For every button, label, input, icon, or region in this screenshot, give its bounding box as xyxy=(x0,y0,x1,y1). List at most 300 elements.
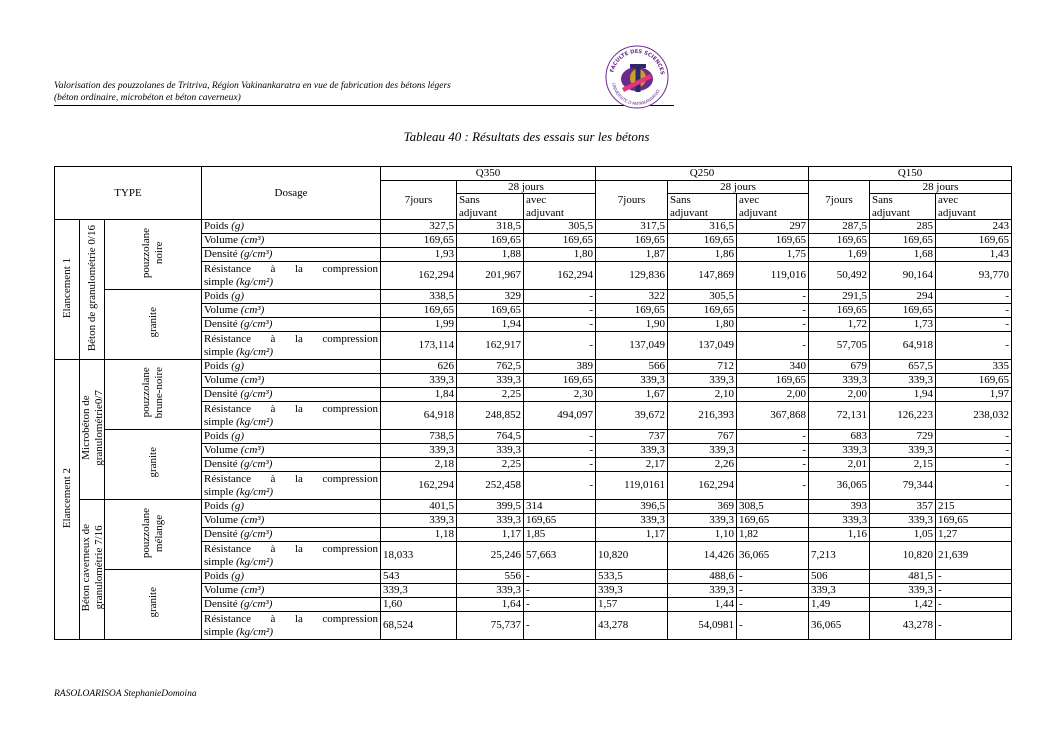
value-cell: 335 xyxy=(936,360,1012,374)
value-cell: 169,65 xyxy=(596,304,668,318)
value-cell: 2,15 xyxy=(870,458,936,472)
header-subtitle: (béton ordinaire, microbéton et béton caverneux) xyxy=(54,93,241,103)
value-cell: 305,5 xyxy=(524,220,596,234)
row-label-densite xyxy=(202,598,381,612)
value-cell: - xyxy=(737,472,809,500)
row-label-resistance xyxy=(202,262,381,290)
aggregate-label xyxy=(105,570,202,640)
value-cell: 169,65 xyxy=(737,514,809,528)
value-cell: 1,99 xyxy=(381,318,457,332)
avec-adjuvant-header: avec adjuvant xyxy=(524,194,596,220)
aggregate-label-text: pouzzolane xyxy=(140,507,152,558)
row-label-densite xyxy=(202,388,381,402)
value-cell: 2,00 xyxy=(809,388,870,402)
row-label-text: Poids xyxy=(204,570,229,583)
sans-adjuvant-header: Sans adjuvant xyxy=(668,194,737,220)
value-cell: 339,3 xyxy=(809,444,870,458)
value-cell: 339,3 xyxy=(596,444,668,458)
row-label-poids xyxy=(202,220,381,234)
row-label-text: simple xyxy=(204,625,234,638)
row-label-unit: (kg/cm²) xyxy=(236,555,273,568)
value-cell: 169,65 xyxy=(381,234,457,248)
value-cell: 2,30 xyxy=(524,388,596,402)
value-cell: 79,344 xyxy=(870,472,936,500)
value-cell: 1,60 xyxy=(381,598,457,612)
value-cell: 1,68 xyxy=(870,248,936,262)
value-cell: 1,80 xyxy=(668,318,737,332)
value-cell: 2,25 xyxy=(457,458,524,472)
value-cell: 1,94 xyxy=(457,318,524,332)
age-28-header: 28 jours xyxy=(870,180,1012,194)
row-label-unit: (cm³) xyxy=(240,304,265,317)
value-cell: 169,65 xyxy=(936,234,1012,248)
row-label-unit: (cm³) xyxy=(240,444,265,457)
value-cell: 169,65 xyxy=(524,234,596,248)
value-cell: 339,3 xyxy=(596,374,668,388)
value-cell: 327,5 xyxy=(381,220,457,234)
value-cell: 1,69 xyxy=(809,248,870,262)
value-cell: 738,5 xyxy=(381,430,457,444)
concrete-type-label xyxy=(80,360,105,500)
value-cell: 162,917 xyxy=(457,332,524,360)
value-cell: 339,3 xyxy=(809,514,870,528)
row-label-volume xyxy=(202,514,381,528)
results-table xyxy=(54,166,1012,640)
value-cell: 1,67 xyxy=(596,388,668,402)
row-label-resistance-line1: Résistance à la compression xyxy=(204,543,378,555)
dosage-header: Dosage xyxy=(202,167,381,220)
value-cell: 162,294 xyxy=(668,472,737,500)
value-cell: 556 xyxy=(457,570,524,584)
aggregate-label xyxy=(105,360,202,430)
value-cell: 339,3 xyxy=(381,584,457,598)
concrete-type-label-text: granulométrie0/7 xyxy=(93,389,105,466)
value-cell: 1,80 xyxy=(524,248,596,262)
row-label-text: simple xyxy=(204,415,234,428)
row-label-text: Poids xyxy=(204,360,229,373)
value-cell: 339,3 xyxy=(457,584,524,598)
value-cell: 338,5 xyxy=(381,290,457,304)
row-label-unit: (g/cm³) xyxy=(240,458,273,471)
results-body xyxy=(55,220,1012,640)
aggregate-label-text: granite xyxy=(146,587,159,619)
value-cell: - xyxy=(936,472,1012,500)
row-label-unit: (cm³) xyxy=(240,584,265,597)
age-7-header: 7jours xyxy=(596,180,668,220)
table-caption: Tableau 40 : Résultats des essais sur les bétons xyxy=(403,129,650,144)
value-cell: 169,65 xyxy=(870,304,936,318)
table-row xyxy=(55,500,1012,514)
value-cell: 1,57 xyxy=(596,598,668,612)
value-cell: 357 xyxy=(870,500,936,514)
value-cell: 57,663 xyxy=(524,542,596,570)
value-cell: 481,5 xyxy=(870,570,936,584)
value-cell: 291,5 xyxy=(809,290,870,304)
value-cell: 339,3 xyxy=(870,584,936,598)
value-cell: - xyxy=(524,472,596,500)
value-cell: 2,18 xyxy=(381,458,457,472)
value-cell: 1,17 xyxy=(457,528,524,542)
value-cell: 43,278 xyxy=(870,612,936,640)
row-label-unit: (g/cm³) xyxy=(240,598,273,611)
value-cell: 339,3 xyxy=(870,444,936,458)
value-cell: - xyxy=(936,444,1012,458)
value-cell: 54,0981 xyxy=(668,612,737,640)
value-cell: 169,65 xyxy=(457,304,524,318)
value-cell: - xyxy=(737,430,809,444)
value-cell: 339,3 xyxy=(381,444,457,458)
row-label-text: Volume xyxy=(204,374,239,387)
value-cell: - xyxy=(524,598,596,612)
value-cell: 339,3 xyxy=(596,514,668,528)
value-cell: 129,836 xyxy=(596,262,668,290)
row-label-resistance-line1: Résistance à la compression xyxy=(204,263,378,275)
value-cell: 147,869 xyxy=(668,262,737,290)
age-7-header: 7jours xyxy=(809,180,870,220)
value-cell: 329 xyxy=(457,290,524,304)
value-cell: 238,032 xyxy=(936,402,1012,430)
value-cell: - xyxy=(936,332,1012,360)
value-cell: 287,5 xyxy=(809,220,870,234)
group-header-q250: Q250 xyxy=(596,167,809,181)
row-label-text: Poids xyxy=(204,220,229,233)
row-label-resistance xyxy=(202,402,381,430)
row-label-text: simple xyxy=(204,485,234,498)
row-label-text: Poids xyxy=(204,290,229,303)
value-cell: 1,49 xyxy=(809,598,870,612)
value-cell: 1,43 xyxy=(936,248,1012,262)
value-cell: 1,72 xyxy=(809,318,870,332)
logo-text-top: FACULTE DES SCIENCES xyxy=(609,48,665,76)
value-cell: 494,097 xyxy=(524,402,596,430)
table-row xyxy=(55,290,1012,304)
age-28-header: 28 jours xyxy=(457,180,596,194)
value-cell: 340 xyxy=(737,360,809,374)
row-label-densite xyxy=(202,318,381,332)
elancement-label-text: Elancement 2 xyxy=(60,467,73,528)
value-cell: 294 xyxy=(870,290,936,304)
value-cell: 401,5 xyxy=(381,500,457,514)
row-label-unit: (kg/cm²) xyxy=(236,345,273,358)
row-label-volume xyxy=(202,234,381,248)
value-cell: - xyxy=(936,290,1012,304)
value-cell: 339,3 xyxy=(668,374,737,388)
value-cell: 308,5 xyxy=(737,500,809,514)
value-cell: 1,94 xyxy=(870,388,936,402)
value-cell: 339,3 xyxy=(870,514,936,528)
value-cell: 2,25 xyxy=(457,388,524,402)
value-cell: 169,65 xyxy=(936,514,1012,528)
value-cell: 2,10 xyxy=(668,388,737,402)
value-cell: 1,44 xyxy=(668,598,737,612)
value-cell: - xyxy=(737,458,809,472)
footer-author: RASOLOARISOA StephanieDomoina xyxy=(54,689,197,699)
value-cell: 712 xyxy=(668,360,737,374)
value-cell: - xyxy=(936,430,1012,444)
value-cell: 14,426 xyxy=(668,542,737,570)
value-cell: 1,97 xyxy=(936,388,1012,402)
value-cell: 626 xyxy=(381,360,457,374)
row-label-volume xyxy=(202,304,381,318)
group-header-q350: Q350 xyxy=(381,167,596,181)
value-cell: 543 xyxy=(381,570,457,584)
value-cell: 93,770 xyxy=(936,262,1012,290)
value-cell: 137,049 xyxy=(596,332,668,360)
value-cell: 1,73 xyxy=(870,318,936,332)
value-cell: 764,5 xyxy=(457,430,524,444)
value-cell: - xyxy=(524,584,596,598)
row-label-text: Densité xyxy=(204,598,238,611)
row-label-resistance-line2 xyxy=(204,416,378,429)
value-cell: 169,65 xyxy=(524,514,596,528)
value-cell: 1,87 xyxy=(596,248,668,262)
value-cell: 305,5 xyxy=(668,290,737,304)
aggregate-label xyxy=(105,220,202,290)
value-cell: 243 xyxy=(936,220,1012,234)
value-cell: - xyxy=(737,612,809,640)
row-label-text: Densité xyxy=(204,458,238,471)
value-cell: 339,3 xyxy=(457,374,524,388)
row-label-volume xyxy=(202,374,381,388)
value-cell: - xyxy=(524,332,596,360)
value-cell: 173,114 xyxy=(381,332,457,360)
value-cell: 72,131 xyxy=(809,402,870,430)
concrete-type-label-text: granulométrie 7/16 xyxy=(93,525,105,610)
row-label-text: Densité xyxy=(204,318,238,331)
aggregate-label xyxy=(105,430,202,500)
faculty-logo xyxy=(604,44,670,110)
row-label-text: Poids xyxy=(204,430,229,443)
value-cell: - xyxy=(524,570,596,584)
value-cell: - xyxy=(524,444,596,458)
value-cell: 162,294 xyxy=(524,262,596,290)
value-cell: 10,820 xyxy=(596,542,668,570)
value-cell: 339,3 xyxy=(457,514,524,528)
row-label-unit: (g) xyxy=(231,290,245,303)
row-label-resistance-line1: Résistance à la compression xyxy=(204,473,378,485)
value-cell: - xyxy=(936,598,1012,612)
row-label-resistance-line2 xyxy=(204,276,378,289)
document-header xyxy=(54,80,451,104)
value-cell: 1,10 xyxy=(668,528,737,542)
elancement-label-text: Elancement 1 xyxy=(60,257,73,318)
elancement-label xyxy=(55,220,80,360)
value-cell: 322 xyxy=(596,290,668,304)
row-label-resistance-line1: Résistance à la compression xyxy=(204,333,378,345)
value-cell: - xyxy=(737,598,809,612)
value-cell: 1,86 xyxy=(668,248,737,262)
value-cell: 1,75 xyxy=(737,248,809,262)
row-label-resistance-line2 xyxy=(204,556,378,569)
value-cell: 314 xyxy=(524,500,596,514)
value-cell: 1,64 xyxy=(457,598,524,612)
value-cell: 729 xyxy=(870,430,936,444)
age-7-header: 7jours xyxy=(381,180,457,220)
aggregate-label-text: granite xyxy=(146,307,159,339)
aggregate-label-text: noire xyxy=(153,241,165,265)
concrete-type-label xyxy=(80,500,105,640)
value-cell: 43,278 xyxy=(596,612,668,640)
value-cell: 533,5 xyxy=(596,570,668,584)
aggregate-label-text: brune-noire xyxy=(153,367,165,419)
value-cell: 50,492 xyxy=(809,262,870,290)
row-label-unit: (g/cm³) xyxy=(240,388,273,401)
row-label-unit: (kg/cm²) xyxy=(236,275,273,288)
value-cell: 339,3 xyxy=(457,444,524,458)
header-title: Valorisation des pouzzolanes de Tritriva, Région Vakinankaratra en vue de fabrication des bétons légers xyxy=(54,81,451,91)
value-cell: 126,223 xyxy=(870,402,936,430)
row-label-text: simple xyxy=(204,275,234,288)
value-cell: 57,705 xyxy=(809,332,870,360)
value-cell: - xyxy=(936,612,1012,640)
value-cell: 119,016 xyxy=(737,262,809,290)
value-cell: - xyxy=(524,304,596,318)
row-label-unit: (g) xyxy=(231,570,245,583)
value-cell: 762,5 xyxy=(457,360,524,374)
value-cell: 1,42 xyxy=(870,598,936,612)
value-cell: - xyxy=(524,430,596,444)
value-cell: 169,65 xyxy=(381,304,457,318)
logo-text-bottom: UNIVERSITE D'ANTANANARIVO xyxy=(611,82,661,107)
value-cell: 169,65 xyxy=(668,304,737,318)
value-cell: 64,918 xyxy=(870,332,936,360)
value-cell: 68,524 xyxy=(381,612,457,640)
age-28-header: 28 jours xyxy=(668,180,809,194)
value-cell: 1,93 xyxy=(381,248,457,262)
row-label-text: Volume xyxy=(204,444,239,457)
value-cell: 169,65 xyxy=(737,234,809,248)
value-cell: 169,65 xyxy=(668,234,737,248)
value-cell: - xyxy=(524,290,596,304)
value-cell: 215 xyxy=(936,500,1012,514)
row-label-text: Densité xyxy=(204,388,238,401)
value-cell: 506 xyxy=(809,570,870,584)
value-cell: - xyxy=(737,290,809,304)
value-cell: 36,065 xyxy=(809,612,870,640)
avec-adjuvant-header: avec adjuvant xyxy=(737,194,809,220)
row-label-resistance xyxy=(202,542,381,570)
sans-adjuvant-header: Sans adjuvant xyxy=(457,194,524,220)
row-label-text: simple xyxy=(204,345,234,358)
value-cell: 318,5 xyxy=(457,220,524,234)
value-cell: 1,16 xyxy=(809,528,870,542)
value-cell: 393 xyxy=(809,500,870,514)
value-cell: - xyxy=(737,304,809,318)
row-label-resistance xyxy=(202,332,381,360)
group-header-q150: Q150 xyxy=(809,167,1012,181)
value-cell: 657,5 xyxy=(870,360,936,374)
value-cell: 339,3 xyxy=(668,584,737,598)
row-label-resistance-line1: Résistance à la compression xyxy=(204,403,378,415)
value-cell: 339,3 xyxy=(596,584,668,598)
value-cell: 169,65 xyxy=(870,234,936,248)
value-cell: - xyxy=(737,570,809,584)
row-label-text: Densité xyxy=(204,248,238,261)
value-cell: 216,393 xyxy=(668,402,737,430)
row-label-unit: (kg/cm²) xyxy=(236,415,273,428)
value-cell: - xyxy=(936,570,1012,584)
value-cell: 21,639 xyxy=(936,542,1012,570)
row-label-unit: (g) xyxy=(231,430,245,443)
sans-adjuvant-header: Sans adjuvant xyxy=(870,194,936,220)
elancement-label xyxy=(55,360,80,640)
row-label-resistance-line2 xyxy=(204,486,378,499)
row-label-resistance xyxy=(202,472,381,500)
row-label-volume xyxy=(202,444,381,458)
value-cell: 2,00 xyxy=(737,388,809,402)
concrete-type-label xyxy=(80,220,105,360)
value-cell: 767 xyxy=(668,430,737,444)
row-label-unit: (kg/cm²) xyxy=(236,485,273,498)
row-label-poids xyxy=(202,290,381,304)
value-cell: 399,5 xyxy=(457,500,524,514)
row-label-unit: (g/cm³) xyxy=(240,248,273,261)
value-cell: 1,88 xyxy=(457,248,524,262)
value-cell: 1,82 xyxy=(737,528,809,542)
table-row xyxy=(55,220,1012,234)
value-cell: 201,967 xyxy=(457,262,524,290)
row-label-text: Volume xyxy=(204,304,239,317)
header-rule xyxy=(54,105,674,106)
row-label-resistance-line2 xyxy=(204,626,378,639)
value-cell: 1,84 xyxy=(381,388,457,402)
value-cell: 39,672 xyxy=(596,402,668,430)
value-cell: - xyxy=(936,584,1012,598)
value-cell: - xyxy=(524,458,596,472)
value-cell: 1,18 xyxy=(381,528,457,542)
value-cell: 396,5 xyxy=(596,500,668,514)
row-label-text: Volume xyxy=(204,234,239,247)
value-cell: - xyxy=(936,318,1012,332)
row-label-densite xyxy=(202,248,381,262)
value-cell: 248,852 xyxy=(457,402,524,430)
value-cell: 169,65 xyxy=(737,374,809,388)
aggregate-label xyxy=(105,500,202,570)
value-cell: 339,3 xyxy=(809,584,870,598)
row-label-unit: (g) xyxy=(231,360,245,373)
value-cell: 339,3 xyxy=(381,374,457,388)
value-cell: 369 xyxy=(668,500,737,514)
value-cell: 339,3 xyxy=(668,514,737,528)
row-label-unit: (cm³) xyxy=(240,234,265,247)
value-cell: 169,65 xyxy=(936,374,1012,388)
value-cell: 1,90 xyxy=(596,318,668,332)
value-cell: 683 xyxy=(809,430,870,444)
type-header: TYPE xyxy=(55,167,202,220)
value-cell: 2,17 xyxy=(596,458,668,472)
row-label-unit: (g/cm³) xyxy=(240,318,273,331)
value-cell: 1,05 xyxy=(870,528,936,542)
value-cell: 339,3 xyxy=(809,374,870,388)
value-cell: 10,820 xyxy=(870,542,936,570)
value-cell: - xyxy=(524,318,596,332)
value-cell: - xyxy=(737,318,809,332)
value-cell: 1,17 xyxy=(596,528,668,542)
value-cell: 162,294 xyxy=(381,472,457,500)
row-label-poids xyxy=(202,570,381,584)
row-label-text: Volume xyxy=(204,514,239,527)
value-cell: 2,26 xyxy=(668,458,737,472)
table-row xyxy=(55,430,1012,444)
header-row-groups xyxy=(55,167,1012,181)
row-label-resistance xyxy=(202,612,381,640)
value-cell: 367,868 xyxy=(737,402,809,430)
value-cell: 75,737 xyxy=(457,612,524,640)
value-cell: 339,3 xyxy=(870,374,936,388)
value-cell: - xyxy=(737,444,809,458)
value-cell: 316,5 xyxy=(668,220,737,234)
value-cell: - xyxy=(737,584,809,598)
